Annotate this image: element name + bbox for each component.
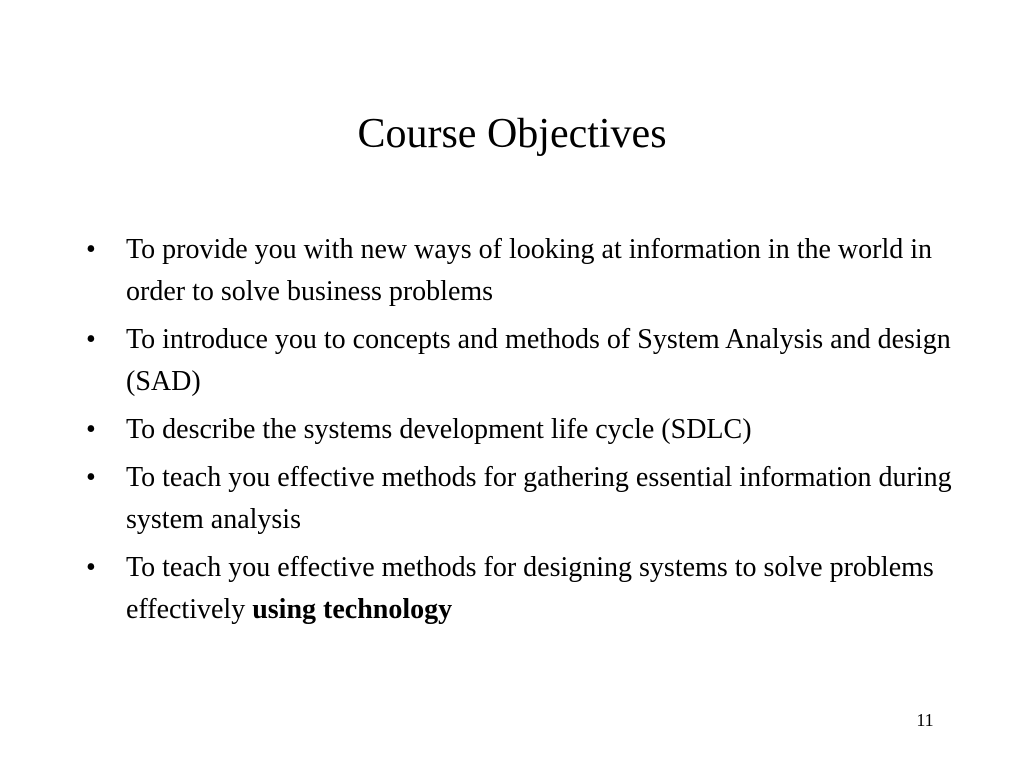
objectives-list — [86, 229, 956, 637]
list-item — [86, 457, 956, 541]
bullet-icon: • — [86, 414, 96, 445]
slide-title: Course Objectives — [357, 111, 667, 157]
bullet-icon: • — [86, 324, 96, 355]
objective-text: To provide you with new ways of looking at information in the world in order to solve business problems — [126, 234, 933, 307]
bullet-icon: • — [86, 462, 96, 493]
page-number: 11 — [916, 710, 934, 730]
bullet-icon: • — [86, 234, 96, 265]
list-item — [86, 409, 956, 451]
objective-text — [126, 547, 956, 631]
list-item — [86, 229, 956, 313]
objective-text-plain: To teach you effective methods for designing systems to solve problems effectively — [126, 552, 934, 625]
objective-text: To teach you effective methods for gathering essential information during system analysis — [126, 462, 952, 535]
objective-text: To introduce you to concepts and methods of System Analysis and design (SAD) — [126, 324, 951, 397]
objective-text: To describe the systems development life cycle (SDLC) — [126, 414, 752, 445]
bullet-icon: • — [86, 552, 96, 583]
list-item — [86, 547, 956, 631]
objective-text-bold: using technology — [252, 594, 453, 625]
list-item — [86, 319, 956, 403]
